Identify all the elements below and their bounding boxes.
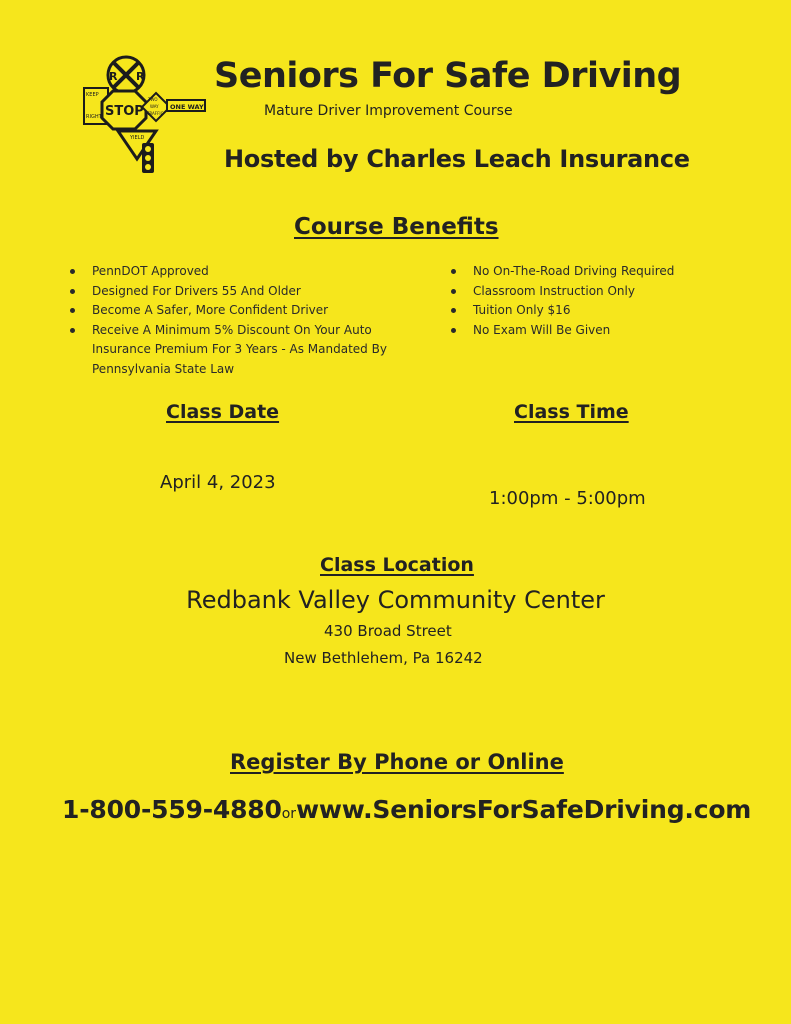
bullet-icon xyxy=(70,328,75,333)
list-item xyxy=(70,301,400,321)
street-address: 430 Broad Street xyxy=(324,622,452,640)
list-item xyxy=(451,282,751,302)
benefit-text: Classroom Instruction Only xyxy=(473,283,635,298)
svg-text:WAY: WAY xyxy=(150,104,159,109)
contact-line xyxy=(62,795,751,824)
register-heading: Register By Phone or Online xyxy=(230,750,564,774)
bullet-icon xyxy=(451,269,456,274)
phone-number: 1-800-559-4880 xyxy=(62,795,282,824)
class-date-heading: Class Date xyxy=(166,401,280,423)
list-item xyxy=(70,262,400,282)
crossing-letter-left: R xyxy=(109,70,118,83)
bullet-icon xyxy=(70,308,75,313)
benefit-text: PennDOT Approved xyxy=(92,264,209,278)
page-title: Seniors For Safe Driving xyxy=(214,56,682,96)
benefits-heading: Course Benefits xyxy=(294,214,499,240)
or-separator: or xyxy=(281,806,297,822)
class-date-value: April 4, 2023 xyxy=(160,472,276,493)
list-item xyxy=(70,321,400,380)
yield-sign-text: YIELD xyxy=(130,135,145,141)
class-time-value: 1:00pm - 5:00pm xyxy=(489,488,646,509)
svg-text:RIGHT: RIGHT xyxy=(86,114,102,120)
svg-text:TWO: TWO xyxy=(148,97,158,102)
list-item xyxy=(451,321,751,341)
stop-sign-text: STOP xyxy=(105,104,144,119)
venue-name: Redbank Valley Community Center xyxy=(186,586,605,614)
traffic-signs-logo xyxy=(80,55,208,175)
benefit-text: No Exam Will Be Given xyxy=(473,322,611,337)
benefit-text: Receive A Minimum 5% Discount On Your Auto Insurance Premium For 3 Years - As Mandated By Pennsylvania State Law xyxy=(92,322,387,376)
benefit-text: Designed For Drivers 55 And Older xyxy=(92,283,301,298)
bullet-icon xyxy=(70,269,75,274)
list-item xyxy=(70,282,400,302)
svg-text:KEEP: KEEP xyxy=(86,92,99,98)
list-item xyxy=(451,301,751,321)
class-time-heading: Class Time xyxy=(514,401,629,423)
city-address: New Bethlehem, Pa 16242 xyxy=(284,649,483,667)
crossing-letter-right: R xyxy=(136,70,145,83)
list-item xyxy=(451,262,751,282)
website-url: www.SeniorsForSafeDriving.com xyxy=(296,795,752,824)
bullet-icon xyxy=(451,328,456,333)
benefit-text: No On-The-Road Driving Required xyxy=(473,264,675,278)
host-line: Hosted by Charles Leach Insurance xyxy=(224,145,690,173)
benefits-list-right xyxy=(451,262,751,340)
benefit-text: Tuition Only $16 xyxy=(473,303,571,317)
svg-text:TRAFFIC: TRAFFIC xyxy=(147,111,164,116)
bullet-icon xyxy=(451,289,456,294)
benefit-text: Become A Safer, More Confident Driver xyxy=(92,303,329,317)
page-subtitle: Mature Driver Improvement Course xyxy=(264,103,513,119)
one-way-sign-text: ONE WAY xyxy=(170,103,204,111)
class-location-heading: Class Location xyxy=(320,554,474,576)
benefits-list-left xyxy=(70,262,400,379)
bullet-icon xyxy=(451,308,456,313)
bullet-icon xyxy=(70,289,75,294)
